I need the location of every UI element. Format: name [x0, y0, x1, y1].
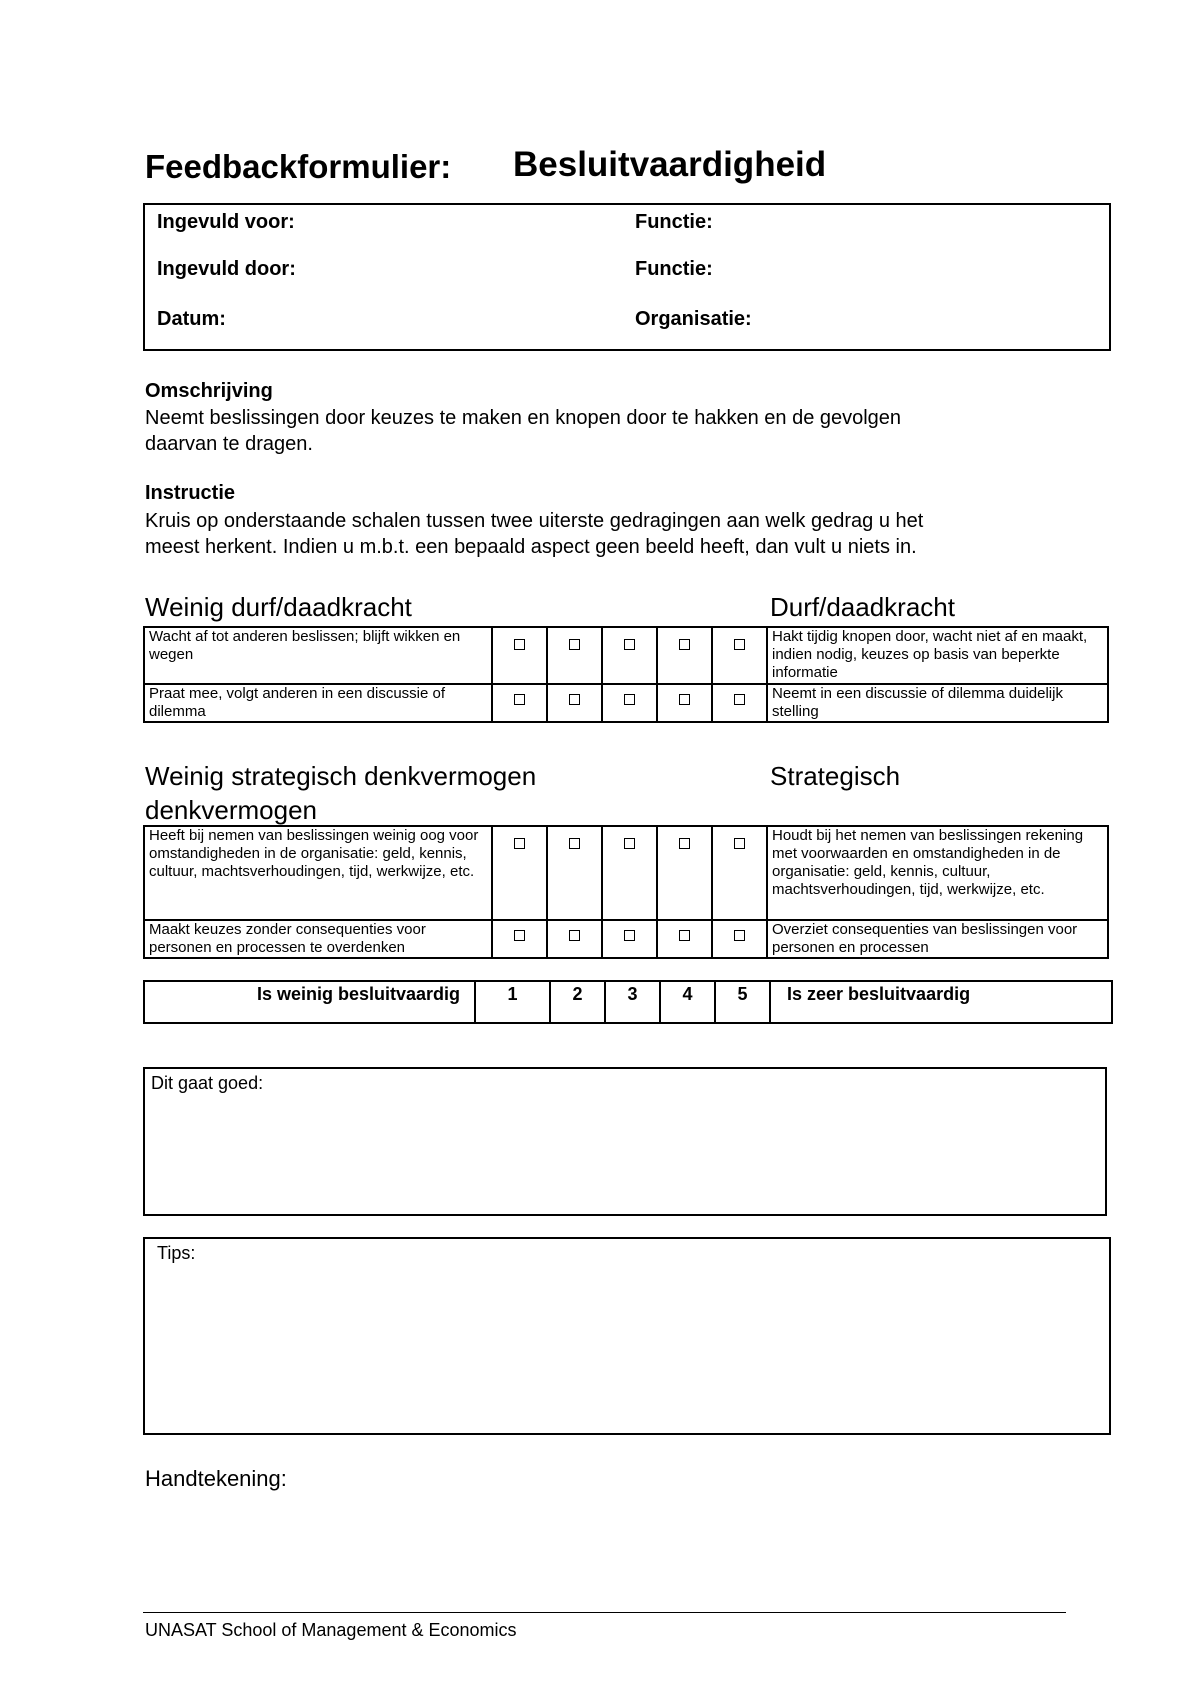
scale-1-row-1-option-2[interactable] [547, 627, 602, 684]
omschrijving-heading: Omschrijving [145, 380, 273, 402]
scale-1-row-2-left: Praat mee, volgt anderen in een discussie of dilemma [144, 684, 492, 722]
scale-2-row-1-option-1[interactable] [492, 826, 547, 920]
checkbox-icon[interactable] [514, 639, 525, 650]
scale-2-left-heading: Weinig strategisch denkvermogen [145, 761, 537, 791]
header-fields-box [143, 203, 1111, 351]
checkbox-icon[interactable] [569, 639, 580, 650]
scale-1-row-2-option-2[interactable] [547, 684, 602, 722]
instructie-heading: Instructie [145, 482, 236, 504]
organisatie-label: Organisatie: [635, 308, 752, 330]
rating-number-4: 4 [660, 981, 715, 1023]
checkbox-icon[interactable] [514, 838, 525, 849]
tips-box[interactable] [143, 1237, 1111, 1435]
checkbox-icon[interactable] [514, 694, 525, 705]
scale-1-row-1-right: Hakt tijdig knopen door, wacht niet af en maakt, indien nodig, keuzes op basis van beperkte informatie [767, 627, 1108, 684]
rating-number-1: 1 [475, 981, 550, 1023]
rating-scale-table [143, 980, 1113, 1024]
scale-1-row-1-left: Wacht af tot anderen beslissen; blijft wikken en wegen [144, 627, 492, 684]
checkbox-icon[interactable] [679, 639, 690, 650]
footer-text: UNASAT School of Management & Economics [145, 1620, 517, 1640]
rating-number-2: 2 [550, 981, 605, 1023]
dit-gaat-goed-box[interactable] [143, 1067, 1107, 1216]
scale-2-row-1-option-3[interactable] [602, 826, 657, 920]
ingevuld-door-label: Ingevuld door: [157, 258, 296, 280]
scale-1-row-1-option-4[interactable] [657, 627, 712, 684]
instructie-line-1: Kruis op onderstaande schalen tussen twee uiterste gedragingen aan welk gedrag u het [145, 510, 924, 532]
tips-label: Tips: [157, 1243, 196, 1263]
scale-2-right-heading: Strategisch [770, 761, 901, 791]
scale-1-row-2 [144, 684, 1108, 722]
scale-2-row-1-option-2[interactable] [547, 826, 602, 920]
scale-1-table [143, 626, 1109, 723]
scale-1-row-2-option-3[interactable] [602, 684, 657, 722]
scale-1-row-2-right: Neemt in een discussie of dilemma duidelijk stelling [767, 684, 1108, 722]
scale-2-row-2-right: Overziet consequenties van beslissingen voor personen en processen [767, 920, 1108, 958]
scale-1-row-1-option-5[interactable] [712, 627, 767, 684]
scale-2-table [143, 825, 1109, 959]
form-title-competency: Besluitvaardigheid [513, 145, 827, 184]
omschrijving-line-1: Neemt beslissingen door keuzes te maken en knopen door te hakken en de gevolgen [145, 407, 902, 429]
checkbox-icon[interactable] [734, 838, 745, 849]
ingevuld-voor-label: Ingevuld voor: [157, 211, 295, 233]
checkbox-icon[interactable] [624, 930, 635, 941]
scale-2-row-1-option-4[interactable] [657, 826, 712, 920]
checkbox-icon[interactable] [679, 838, 690, 849]
checkbox-icon[interactable] [624, 639, 635, 650]
scale-2-row-1-right: Houdt bij het nemen van beslissingen rekening met voorwaarden en omstandigheden in de organisatie: geld, kennis, cultuur, machtsverhoudingen, tijd, werkwijze, etc. [767, 826, 1108, 920]
datum-label: Datum: [157, 308, 226, 330]
checkbox-icon[interactable] [569, 838, 580, 849]
checkbox-icon[interactable] [569, 694, 580, 705]
scale-1-row-2-option-1[interactable] [492, 684, 547, 722]
scale-2-row-2-option-1[interactable] [492, 920, 547, 958]
scale-2-left-heading-cont: denkvermogen [145, 795, 317, 825]
scale-2-row-2 [144, 920, 1108, 958]
checkbox-icon[interactable] [734, 930, 745, 941]
scale-1-right-heading: Durf/daadkracht [770, 592, 955, 622]
rating-right-label: Is zeer besluitvaardig [770, 981, 1112, 1023]
scale-1-row-1-option-3[interactable] [602, 627, 657, 684]
scale-1-left-heading: Weinig durf/daadkracht [145, 592, 412, 622]
scale-1-row-2-option-5[interactable] [712, 684, 767, 722]
scale-2-row-2-option-5[interactable] [712, 920, 767, 958]
checkbox-icon[interactable] [569, 930, 580, 941]
rating-number-3: 3 [605, 981, 660, 1023]
checkbox-icon[interactable] [679, 930, 690, 941]
dit-gaat-goed-label: Dit gaat goed: [151, 1073, 264, 1093]
scale-1-row-1-option-1[interactable] [492, 627, 547, 684]
form-title-label: Feedbackformulier: [145, 148, 452, 185]
functie-label-1: Functie: [635, 211, 713, 233]
scale-2-row-2-option-2[interactable] [547, 920, 602, 958]
scale-1-row-1 [144, 627, 1108, 684]
checkbox-icon[interactable] [624, 838, 635, 849]
functie-label-2: Functie: [635, 258, 713, 280]
scale-2-row-2-option-3[interactable] [602, 920, 657, 958]
scale-2-row-2-left: Maakt keuzes zonder consequenties voor personen en processen te overdenken [144, 920, 492, 958]
rating-number-5: 5 [715, 981, 770, 1023]
omschrijving-line-2: daarvan te dragen. [145, 433, 313, 455]
checkbox-icon[interactable] [514, 930, 525, 941]
scale-2-row-1-option-5[interactable] [712, 826, 767, 920]
rating-left-label: Is weinig besluitvaardig [144, 981, 475, 1023]
checkbox-icon[interactable] [734, 694, 745, 705]
signature-label: Handtekening: [145, 1466, 287, 1491]
scale-2-row-1-left: Heeft bij nemen van beslissingen weinig oog voor omstandigheden in de organisatie: geld, kennis, cultuur, machtsverhoudingen, tijd, werkwijze, etc. [144, 826, 492, 920]
scale-2-row-1 [144, 826, 1108, 920]
scale-2-row-2-option-4[interactable] [657, 920, 712, 958]
checkbox-icon[interactable] [624, 694, 635, 705]
checkbox-icon[interactable] [679, 694, 690, 705]
footer-divider [143, 1612, 1066, 1613]
instructie-line-2: meest herkent. Indien u m.b.t. een bepaald aspect geen beeld heeft, dan vult u niets in. [145, 536, 917, 558]
scale-1-row-2-option-4[interactable] [657, 684, 712, 722]
checkbox-icon[interactable] [734, 639, 745, 650]
